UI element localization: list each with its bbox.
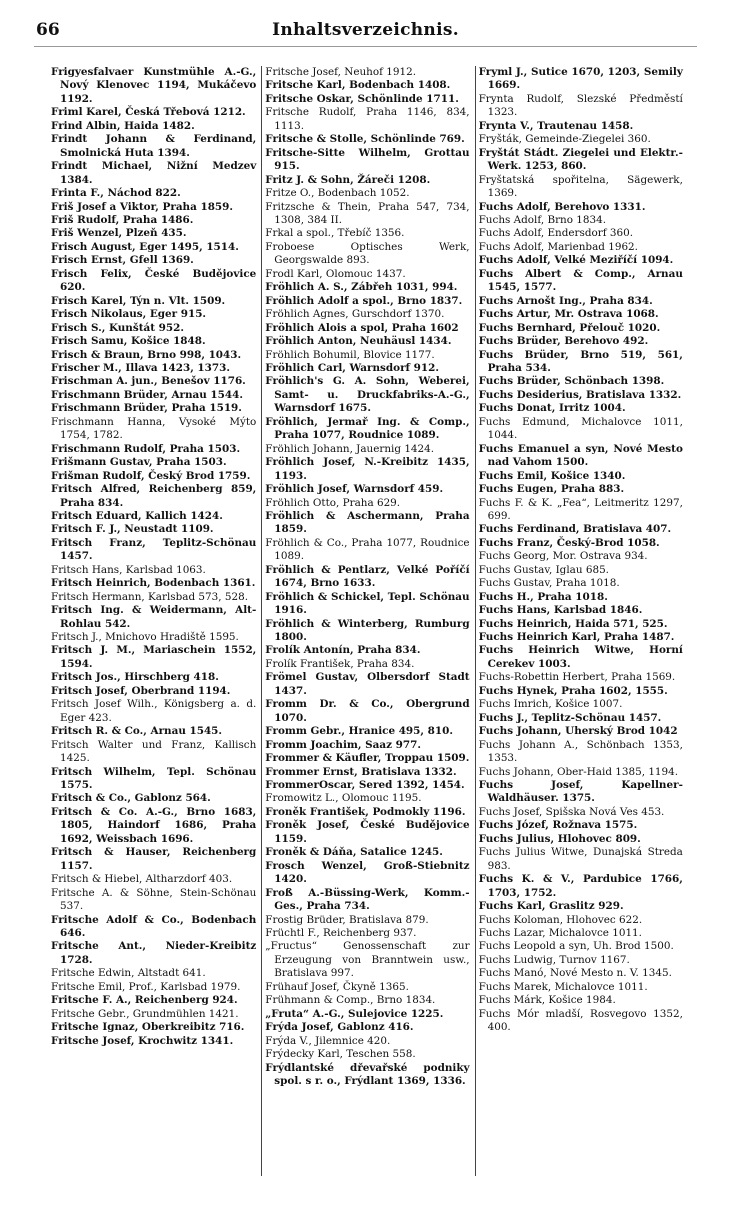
index-entry: Frisch Ernst, Gfell 1369. [51, 254, 194, 267]
index-entry: Froněk František, Podmokly 1196. [265, 805, 466, 818]
index-entry: Fritsche Adolf & Co., Bodenbach 646. [51, 913, 257, 939]
index-entry: Fuchs Emanuel a syn, Nové Mesto nad Vahom 1500. [478, 442, 683, 469]
index-entry: Frynta Rudolf, Slezské Předměstí 1323. [478, 92, 683, 119]
index-columns [48, 66, 688, 1176]
index-entry: Frisch August, Eger 1495, 1514. [51, 240, 239, 253]
index-entry: Fromm Dr. & Co., Obergrund 1070. [265, 698, 470, 724]
index-entry: Fuchs Hynek, Praha 1602, 1555. [478, 684, 668, 697]
index-entry: Friš Wenzel, Plzeň 435. [51, 227, 187, 240]
index-entry: Fritze O., Bodenbach 1052. [265, 187, 410, 200]
index-entry: Frýdecky Karl, Teschen 558. [265, 1048, 416, 1061]
index-entry: Fritsch & Co. A.-G., Brno 1683, 1805, Haindorf 1686, Praha 1692, Weissbach 1696. [51, 805, 257, 845]
index-entry: Fuchs Adolf, Velké Meziříčí 1094. [478, 254, 674, 267]
index-entry: Fritsch & Co., Gablonz 564. [51, 792, 211, 805]
index-entry: Fritsch Eduard, Kallich 1424. [51, 509, 223, 522]
index-entry: Fuchs Edmund, Michalovce 1011, 1044. [478, 415, 683, 442]
index-entry: Fuchs Józef, Rožnava 1575. [478, 819, 638, 832]
index-entry: Frommer Ernst, Bratislava 1332. [265, 765, 457, 778]
index-entry: Fuchs Heinrich, Haida 571, 525. [478, 617, 668, 630]
header-rule [34, 46, 697, 47]
index-entry: Frömel Gustav, Olbersdorf Stadt 1437. [265, 671, 470, 697]
index-entry: Frühmann & Comp., Brno 1834. [265, 994, 436, 1007]
index-entry: FrommerOscar, Sered 1392, 1454. [265, 779, 465, 792]
index-entry: Fritsch Josef Wilh., Königsberg a. d. Eger 423. [51, 698, 257, 724]
index-entry: Fryml J., Sutice 1670, 1203, Semily 1669. [478, 66, 683, 92]
index-entry: Fuchs Karl, Graslitz 929. [478, 900, 624, 913]
index-entry: Fromm Gebr., Hranice 495, 810. [265, 725, 453, 738]
index-entry: Fuchs Koloman, Hlohovec 622. [478, 913, 643, 926]
page-number: 66 [36, 20, 60, 40]
index-entry: Fröhlich, Jermař Ing. & Comp., Praha 1077, Roudnice 1089. [265, 415, 470, 442]
index-entry: Frisch Karel, Týn n. Vlt. 1509. [51, 294, 226, 307]
index-entry: Fuchs Gustav, Iglau 685. [478, 563, 609, 576]
index-entry: Fröhlich Alois a spol, Praha 1602 [265, 321, 459, 334]
index-entry: Fuchs Franz, Český-Brod 1058. [478, 536, 660, 549]
index-entry: Fuchs Albert & Comp., Arnau 1545, 1577. [478, 267, 683, 294]
index-entry: Fritsch Franz, Teplitz-Schönau 1457. [51, 536, 257, 563]
index-entry: Frodl Karl, Olomouc 1437. [265, 267, 406, 280]
index-entry: Fuchs Márk, Košice 1984. [478, 994, 616, 1007]
index-entry: Fritsche Josef, Krochwitz 1341. [51, 1034, 234, 1047]
index-entry: Fuchs Marek, Michalovce 1011. [478, 980, 648, 993]
index-entry: Fritsch & Hauser, Reichenberg 1157. [51, 846, 257, 872]
index-entry: Fuchs K. & V., Pardubice 1766, 1703, 1752. [478, 873, 683, 899]
index-entry: Frynta V., Trautenau 1458. [478, 119, 634, 132]
index-entry: Fryštát Stádt. Ziegelei und Elektr.-Werk. 1253, 860. [478, 146, 683, 173]
index-entry: Fritsch J. M., Mariaschein 1552, 1594. [51, 644, 257, 670]
index-entry: Fuchs Josef, Spišska Nová Ves 453. [478, 805, 665, 818]
index-entry: Fröhlich & Aschermann, Praha 1859. [265, 509, 470, 536]
index-entry: Frischman A. jun., Benešov 1176. [51, 375, 246, 388]
index-entry: Fromm Joachim, Saaz 977. [265, 738, 421, 751]
index-entry: Fuchs Mór mladší, Rosvegovo 1352, 400. [478, 1007, 683, 1034]
index-entry: Frühauf Josef, Čkyně 1365. [265, 980, 409, 993]
index-entry: Frýdlantské dřevařské podniky spol. s r. o., Frýdlant 1369, 1336. [265, 1061, 470, 1087]
index-entry: Fritsche Edwin, Altstadt 641. [51, 967, 206, 980]
index-column-2 [261, 66, 474, 1176]
index-entry: Fritsch Hermann, Karlsbad 573, 528. [51, 590, 248, 603]
index-entry: Fröhlich & Pentlarz, Velké Poříčí 1674, Brno 1633. [265, 563, 470, 590]
index-entry: Fröhlich Carl, Warnsdorf 912. [265, 361, 439, 374]
index-entry: Frischmann Brüder, Praha 1519. [51, 402, 242, 415]
index-entry: Fuchs Ludwig, Turnov 1167. [478, 953, 630, 966]
index-entry: Fröhlich A. S., Zábřeh 1031, 994. [265, 281, 458, 294]
page-header [0, 0, 731, 44]
index-entry: Fröhlich & Winterberg, Rumburg 1800. [265, 617, 470, 644]
index-entry: Fuchs Brüder, Berehovo 492. [478, 335, 649, 348]
index-entry: Fritsche Rudolf, Praha 1146, 834, 1113. [265, 106, 470, 132]
index-entry: Fritzsche & Thein, Praha 547, 734, 1308, 384 II. [265, 200, 470, 226]
index-entry: Frostig Brüder, Bratislava 879. [265, 913, 429, 926]
index-entry: Fritsche-Sitte Wilhelm, Grottau 915. [265, 146, 470, 173]
index-entry: Früchtl F., Reichenberg 937. [265, 927, 417, 939]
index-entry: Frýda Josef, Gablonz 416. [265, 1021, 414, 1034]
index-entry: „Fruta“ A.-G., Sulejovice 1225. [265, 1007, 444, 1020]
index-entry: Fritsch R. & Co., Arnau 1545. [51, 725, 223, 738]
index-entry: Frind Albin, Haida 1482. [51, 119, 195, 132]
index-entry: Frisch Felix, České Budějovice 620. [51, 267, 257, 294]
index-entry: Friml Karel, Česká Třebová 1212. [51, 106, 246, 119]
index-entry: Fuchs Johann, Uherský Brod 1042 [478, 725, 678, 738]
index-column-3 [475, 66, 688, 1176]
index-entry: Fröhlich Josef, N.-Kreibitz 1435, 1193. [265, 456, 470, 482]
index-entry: Fryšták, Gemeinde-Ziegelei 360. [478, 133, 651, 146]
index-entry: Frisch S., Kunštát 952. [51, 321, 184, 334]
index-entry: Fritsch F. J., Neustadt 1109. [51, 523, 214, 536]
index-entry: Fröhlich Josef, Warnsdorf 459. [265, 483, 444, 496]
index-entry: Fröhlich & Schickel, Tepl. Schönau 1916. [265, 590, 470, 617]
index-entry: Friš Rudolf, Praha 1486. [51, 213, 194, 226]
index-entry: Frischmann Brüder, Arnau 1544. [51, 388, 243, 401]
index-entry: Fröhlich Otto, Praha 629. [265, 496, 401, 509]
index-entry: Fuchs Gustav, Praha 1018. [478, 577, 620, 590]
index-entry: Fritsch Jos., Hirschberg 418. [51, 671, 219, 684]
index-entry: Fuchs Arnošt Ing., Praha 834. [478, 294, 653, 307]
index-entry: Fuchs Adolf, Endersdorf 360. [478, 227, 633, 240]
index-entry: Fröhlich's G. A. Sohn, Weberei, Samt- u. Druckfabriks-A.-G., Warnsdorf 1675. [265, 375, 470, 415]
index-entry: Fuchs Hans, Karlsbad 1846. [478, 604, 643, 617]
index-entry: Fuchs Julius, Hlohovec 809. [478, 832, 641, 845]
index-entry: Fritsch & Hiebel, Altharzdorf 403. [51, 873, 233, 886]
index-entry: Froß A.-Büssing-Werk, Komm.-Ges., Praha 734. [265, 886, 470, 913]
index-entry: Fritsche A. & Söhne, Stein-Schönau 537. [51, 886, 257, 913]
index-entry: Fritsche Gebr., Grundmühlen 1421. [51, 1007, 239, 1020]
index-entry: Frommer & Käufler, Troppau 1509. [265, 752, 470, 765]
index-entry: Fritsch Heinrich, Bodenbach 1361. [51, 577, 256, 590]
index-entry: Fuchs Adolf, Berehovo 1331. [478, 200, 646, 213]
index-entry: Fritsch Wilhelm, Tepl. Schönau 1575. [51, 765, 257, 792]
index-entry: Froněk Josef, České Budějovice 1159. [265, 819, 470, 845]
index-entry: Fritsch Alfred, Reichenberg 859, Praha 834. [51, 483, 257, 509]
index-entry: Fuchs Brüder, Brno 519, 561, Praha 534. [478, 348, 683, 374]
index-entry: Fritsche Ant., Nieder-Kreibitz 1728. [51, 940, 257, 966]
index-entry: Frýda V., Jilemnice 420. [265, 1034, 391, 1047]
index-entry: Fuchs Adolf, Marienbad 1962. [478, 240, 638, 253]
index-entry: Frisch Nikolaus, Eger 915. [51, 308, 207, 321]
index-entry: Fuchs Eugen, Praha 883. [478, 483, 625, 496]
index-entry: Frolík František, Praha 834. [265, 657, 415, 670]
index-entry: Fritsche Ignaz, Oberkreibitz 716. [51, 1021, 245, 1034]
index-entry: Fröhlich Bohumil, Blovice 1177. [265, 348, 435, 361]
index-entry: Frigyesfalvaer Kunstmühle A.-G., Nový Klenovec 1194, Mukáčevo 1192. [51, 66, 257, 105]
index-entry: Fritsch Walter und Franz, Kallisch 1425. [51, 738, 257, 765]
index-entry: Frindt Michael, Nižní Medzev 1384. [51, 160, 257, 186]
index-entry: Fuchs Brüder, Schönbach 1398. [478, 375, 665, 388]
index-entry: Fritz J. & Sohn, Žáreči 1208. [265, 173, 431, 186]
index-entry: Fuchs Donat, Irritz 1004. [478, 402, 626, 415]
index-entry: Fuchs Heinrich Witwe, Horní Cerekev 1003. [478, 644, 683, 670]
index-entry: Fuchs Georg, Mor. Ostrava 934. [478, 550, 648, 563]
index-entry: Frkal a spol., Třebíč 1356. [265, 227, 405, 240]
index-entry: Fuchs Imrich, Košice 1007. [478, 698, 623, 711]
index-entry: Frischer M., Illava 1423, 1373. [51, 361, 230, 374]
index-entry: Fuchs H., Praha 1018. [478, 590, 608, 603]
index-entry: Fryštatská spořitelna, Sägewerk, 1369. [478, 173, 683, 200]
index-entry: Fröhlich Johann, Jauernig 1424. [265, 442, 435, 455]
index-entry: Froboese Optisches Werk, Georgswalde 893. [265, 240, 470, 267]
index-entry: Fritsche & Stolle, Schönlinde 769. [265, 133, 465, 146]
index-entry: Fuchs Artur, Mr. Ostrava 1068. [478, 308, 659, 321]
index-entry: Fuchs-Robettin Herbert, Praha 1569. [478, 671, 676, 684]
index-entry: Fritsche Oskar, Schönlinde 1711. [265, 92, 459, 105]
index-entry: Fritsch Hans, Karlsbad 1063. [51, 563, 206, 576]
index-entry: Fuchs Adolf, Brno 1834. [478, 213, 607, 226]
index-entry: Friš Josef a Viktor, Praha 1859. [51, 200, 233, 213]
index-entry: Fuchs Manó, Nové Mesto n. V. 1345. [478, 967, 672, 980]
index-entry: Frischmann Rudolf, Praha 1503. [51, 442, 241, 455]
index-entry: Fuchs Johann A., Schönbach 1353, 1353. [478, 738, 683, 765]
index-entry: Fuchs Josef, Kapellner-Waldhäuser. 1375. [478, 779, 683, 805]
index-entry: Fröhlich Adolf a spol., Brno 1837. [265, 294, 463, 307]
index-entry: Fritsche Emil, Prof., Karlsbad 1979. [51, 980, 241, 993]
index-entry: Fuchs Bernhard, Přelouč 1020. [478, 321, 661, 334]
index-entry: Fritsche F. A., Reichenberg 924. [51, 994, 238, 1007]
index-entry: Fritsche Karl, Bodenbach 1408. [265, 79, 451, 92]
index-entry: Fuchs Leopold a syn, Uh. Brod 1500. [478, 940, 674, 953]
index-entry: Fritsch Josef, Oberbrand 1194. [51, 684, 231, 697]
index-entry: Fuchs Emil, Košice 1340. [478, 469, 626, 482]
index-entry: Fritsche Josef, Neuhof 1912. [265, 66, 417, 78]
index-entry: Fuchs F. & K. „Fea“, Leitmeritz 1297, 699. [478, 496, 683, 522]
index-entry: Frisch Samu, Košice 1848. [51, 335, 206, 348]
index-entry: „Fructus“ Genossenschaft zur Erzeugung von Branntwein usw., Bratislava 997. [265, 940, 470, 980]
index-entry: Fuchs Lazar, Michalovce 1011. [478, 927, 642, 939]
index-entry: Fuchs Desiderius, Bratislava 1332. [478, 388, 682, 401]
index-entry: Fritsch Ing. & Weidermann, Alt-Rohlau 542. [51, 604, 257, 630]
index-entry: Fröhlich Anton, Neuhäusl 1434. [265, 335, 452, 348]
index-entry: Frišmann Gustav, Praha 1503. [51, 456, 227, 469]
running-title: Inhaltsverzeichnis. [272, 20, 459, 40]
index-entry: Frinta F., Náchod 822. [51, 187, 181, 200]
index-entry: Frischmann Hanna, Vysoké Mýto 1754, 1782. [51, 415, 257, 442]
index-entry: Frosch Wenzel, Groß-Stiebnitz 1420. [265, 859, 470, 886]
index-entry: Fuchs Heinrich Karl, Praha 1487. [478, 631, 675, 644]
index-entry: Frindt Johann & Ferdinand, Smolnická Huta 1394. [51, 133, 257, 159]
index-entry: Fuchs Johann, Ober-Haid 1385, 1194. [478, 765, 679, 778]
index-entry: Froněk & Dáňa, Satalice 1245. [265, 846, 443, 859]
index-entry: Frolík Antonín, Praha 834. [265, 644, 421, 657]
index-entry: Fuchs Ferdinand, Bratislava 407. [478, 523, 672, 536]
index-entry: Fröhlich Agnes, Gurschdorf 1370. [265, 308, 445, 321]
index-entry: Fröhlich & Co., Praha 1077, Roudnice 1089. [265, 536, 470, 563]
index-entry: Frišman Rudolf, Český Brod 1759. [51, 469, 251, 482]
index-entry: Fuchs Julius Witwe, Dunajská Streda 983. [478, 846, 683, 872]
index-entry: Fritsch J., Mnichovo Hradiště 1595. [51, 631, 239, 644]
index-column-1 [48, 66, 261, 1176]
index-entry: Frisch & Braun, Brno 998, 1043. [51, 348, 242, 361]
index-entry: Fuchs J., Teplitz-Schönau 1457. [478, 711, 662, 724]
index-entry: Fromowitz L., Olomouc 1195. [265, 792, 422, 805]
